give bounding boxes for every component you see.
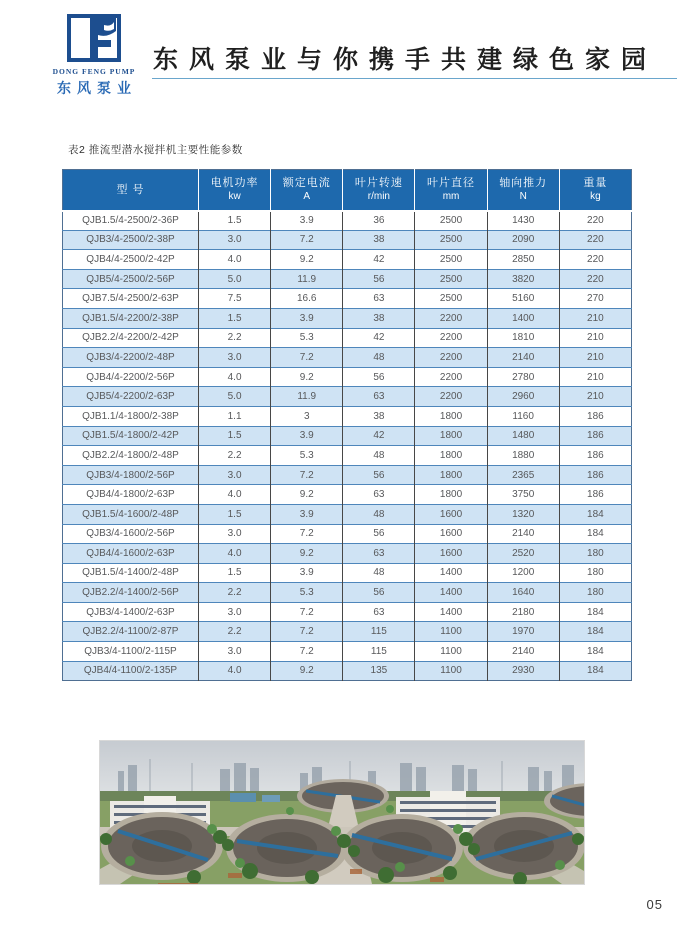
value-cell: 5160 <box>487 289 559 309</box>
col-header-weight: 重量 kg <box>559 170 631 211</box>
value-cell: 3.9 <box>271 426 343 446</box>
model-cell: QJB3/4-2500/2-38P <box>63 230 199 250</box>
value-cell: 1.5 <box>198 426 270 446</box>
table-row <box>63 544 632 564</box>
value-cell: 42 <box>343 328 415 348</box>
value-cell: 3.0 <box>198 642 270 662</box>
table-row <box>63 269 632 289</box>
value-cell: 9.2 <box>271 367 343 387</box>
value-cell: 2200 <box>415 367 487 387</box>
value-cell: 1800 <box>415 446 487 466</box>
value-cell: 3.0 <box>198 230 270 250</box>
value-cell: 115 <box>343 622 415 642</box>
value-cell: 1880 <box>487 446 559 466</box>
table-row <box>63 504 632 524</box>
value-cell: 2180 <box>487 602 559 622</box>
slogan-underline <box>152 78 677 79</box>
value-cell: 5.3 <box>271 328 343 348</box>
value-cell: 3.0 <box>198 348 270 368</box>
value-cell: 2.2 <box>198 622 270 642</box>
value-cell: 63 <box>343 485 415 505</box>
value-cell: 9.2 <box>271 250 343 270</box>
value-cell: 4.0 <box>198 367 270 387</box>
value-cell: 7.5 <box>198 289 270 309</box>
col-header-thrust: 轴向推力 N <box>487 170 559 211</box>
value-cell: 38 <box>343 406 415 426</box>
value-cell: 2780 <box>487 367 559 387</box>
value-cell: 2200 <box>415 308 487 328</box>
value-cell: 180 <box>559 583 631 603</box>
value-cell: 184 <box>559 661 631 681</box>
value-cell: 2200 <box>415 387 487 407</box>
value-cell: 5.0 <box>198 387 270 407</box>
value-cell: 2520 <box>487 544 559 564</box>
value-cell: 48 <box>343 348 415 368</box>
value-cell: 3.0 <box>198 524 270 544</box>
value-cell: 4.0 <box>198 661 270 681</box>
value-cell: 186 <box>559 465 631 485</box>
value-cell: 1200 <box>487 563 559 583</box>
value-cell: 220 <box>559 211 631 231</box>
value-cell: 1600 <box>415 504 487 524</box>
value-cell: 1600 <box>415 544 487 564</box>
value-cell: 2930 <box>487 661 559 681</box>
brand-name-en: DONG FENG PUMP <box>52 67 136 76</box>
value-cell: 210 <box>559 367 631 387</box>
model-cell: QJB5/4-2500/2-56P <box>63 269 199 289</box>
value-cell: 2090 <box>487 230 559 250</box>
table-row <box>63 230 632 250</box>
table-row <box>63 642 632 662</box>
value-cell: 1400 <box>415 563 487 583</box>
table-row <box>63 250 632 270</box>
model-cell: QJB1.5/4-1400/2-48P <box>63 563 199 583</box>
value-cell: 2365 <box>487 465 559 485</box>
value-cell: 5.3 <box>271 583 343 603</box>
value-cell: 2140 <box>487 524 559 544</box>
col-header-model: 型 号 <box>63 170 199 211</box>
dongfeng-logo-icon <box>67 14 121 62</box>
model-cell: QJB2.2/4-1100/2-87P <box>63 622 199 642</box>
model-cell: QJB7.5/4-2500/2-63P <box>63 289 199 309</box>
value-cell: 180 <box>559 563 631 583</box>
value-cell: 63 <box>343 289 415 309</box>
value-cell: 56 <box>343 465 415 485</box>
value-cell: 2500 <box>415 269 487 289</box>
value-cell: 3.0 <box>198 465 270 485</box>
value-cell: 115 <box>343 642 415 662</box>
table-row <box>63 583 632 603</box>
value-cell: 7.2 <box>271 602 343 622</box>
table-row <box>63 622 632 642</box>
value-cell: 186 <box>559 426 631 446</box>
page-slogan: 东风泵业与你携手共建绿色家园 <box>153 45 658 74</box>
value-cell: 1480 <box>487 426 559 446</box>
value-cell: 210 <box>559 308 631 328</box>
model-cell: QJB3/4-2200/2-48P <box>63 348 199 368</box>
value-cell: 1.1 <box>198 406 270 426</box>
value-cell: 1810 <box>487 328 559 348</box>
plant-aerial-photo <box>100 741 584 884</box>
value-cell: 1100 <box>415 661 487 681</box>
value-cell: 2500 <box>415 211 487 231</box>
value-cell: 38 <box>343 308 415 328</box>
value-cell: 184 <box>559 602 631 622</box>
value-cell: 63 <box>343 387 415 407</box>
value-cell: 4.0 <box>198 250 270 270</box>
value-cell: 184 <box>559 524 631 544</box>
table-caption: 表2 推流型潜水搅拌机主要性能参数 <box>68 144 243 156</box>
value-cell: 2500 <box>415 230 487 250</box>
table-row <box>63 661 632 681</box>
table-row <box>63 485 632 505</box>
table-row <box>63 406 632 426</box>
value-cell: 1800 <box>415 426 487 446</box>
value-cell: 56 <box>343 269 415 289</box>
plant-photo-illustration <box>100 741 584 884</box>
model-cell: QJB3/4-1800/2-56P <box>63 465 199 485</box>
model-cell: QJB5/4-2200/2-63P <box>63 387 199 407</box>
model-cell: QJB4/4-1100/2-135P <box>63 661 199 681</box>
value-cell: 2850 <box>487 250 559 270</box>
value-cell: 7.2 <box>271 465 343 485</box>
value-cell: 9.2 <box>271 661 343 681</box>
value-cell: 63 <box>343 544 415 564</box>
value-cell: 270 <box>559 289 631 309</box>
value-cell: 210 <box>559 328 631 348</box>
value-cell: 220 <box>559 250 631 270</box>
value-cell: 3.9 <box>271 563 343 583</box>
value-cell: 36 <box>343 211 415 231</box>
value-cell: 1800 <box>415 465 487 485</box>
value-cell: 2.2 <box>198 328 270 348</box>
brand-name-cn: 东风泵业 <box>57 80 137 96</box>
value-cell: 186 <box>559 406 631 426</box>
value-cell: 135 <box>343 661 415 681</box>
model-cell: QJB2.2/4-2200/2-42P <box>63 328 199 348</box>
value-cell: 1400 <box>415 583 487 603</box>
value-cell: 4.0 <box>198 544 270 564</box>
model-cell: QJB3/4-1600/2-56P <box>63 524 199 544</box>
value-cell: 11.9 <box>271 269 343 289</box>
value-cell: 2140 <box>487 642 559 662</box>
value-cell: 9.2 <box>271 544 343 564</box>
value-cell: 63 <box>343 602 415 622</box>
table-row <box>63 308 632 328</box>
value-cell: 3.9 <box>271 211 343 231</box>
value-cell: 4.0 <box>198 485 270 505</box>
value-cell: 1430 <box>487 211 559 231</box>
value-cell: 1640 <box>487 583 559 603</box>
value-cell: 5.0 <box>198 269 270 289</box>
col-header-diameter: 叶片直径 mm <box>415 170 487 211</box>
table-row <box>63 289 632 309</box>
model-cell: QJB1.5/4-1600/2-48P <box>63 504 199 524</box>
table-row <box>63 563 632 583</box>
value-cell: 3 <box>271 406 343 426</box>
model-cell: QJB4/4-1600/2-63P <box>63 544 199 564</box>
value-cell: 3750 <box>487 485 559 505</box>
model-cell: QJB3/4-1100/2-115P <box>63 642 199 662</box>
value-cell: 2960 <box>487 387 559 407</box>
model-cell: QJB1.1/4-1800/2-38P <box>63 406 199 426</box>
brand-block <box>50 14 138 98</box>
value-cell: 3.0 <box>198 602 270 622</box>
value-cell: 1.5 <box>198 308 270 328</box>
value-cell: 220 <box>559 230 631 250</box>
value-cell: 42 <box>343 426 415 446</box>
value-cell: 2500 <box>415 250 487 270</box>
value-cell: 186 <box>559 485 631 505</box>
value-cell: 186 <box>559 446 631 466</box>
table-row <box>63 426 632 446</box>
value-cell: 184 <box>559 622 631 642</box>
model-cell: QJB4/4-2500/2-42P <box>63 250 199 270</box>
model-cell: QJB2.2/4-1400/2-56P <box>63 583 199 603</box>
table-header-row <box>63 170 632 211</box>
value-cell: 7.2 <box>271 642 343 662</box>
value-cell: 220 <box>559 269 631 289</box>
value-cell: 1800 <box>415 485 487 505</box>
value-cell: 1320 <box>487 504 559 524</box>
model-cell: QJB1.5/4-1800/2-42P <box>63 426 199 446</box>
table-row <box>63 446 632 466</box>
value-cell: 1800 <box>415 406 487 426</box>
value-cell: 2200 <box>415 348 487 368</box>
value-cell: 7.2 <box>271 524 343 544</box>
value-cell: 48 <box>343 504 415 524</box>
value-cell: 48 <box>343 563 415 583</box>
value-cell: 2140 <box>487 348 559 368</box>
model-cell: QJB3/4-1400/2-63P <box>63 602 199 622</box>
model-cell: QJB1.5/4-2500/2-36P <box>63 211 199 231</box>
value-cell: 210 <box>559 348 631 368</box>
value-cell: 7.2 <box>271 230 343 250</box>
value-cell: 56 <box>343 524 415 544</box>
table-row <box>63 328 632 348</box>
value-cell: 1100 <box>415 642 487 662</box>
value-cell: 38 <box>343 230 415 250</box>
value-cell: 3.9 <box>271 504 343 524</box>
value-cell: 1.5 <box>198 211 270 231</box>
value-cell: 3.9 <box>271 308 343 328</box>
model-cell: QJB2.2/4-1800/2-48P <box>63 446 199 466</box>
model-cell: QJB1.5/4-2200/2-38P <box>63 308 199 328</box>
page-number: 05 <box>646 897 663 912</box>
value-cell: 7.2 <box>271 348 343 368</box>
value-cell: 56 <box>343 367 415 387</box>
value-cell: 1160 <box>487 406 559 426</box>
model-cell: QJB4/4-1800/2-63P <box>63 485 199 505</box>
table-row <box>63 367 632 387</box>
value-cell: 1100 <box>415 622 487 642</box>
table-row <box>63 211 632 231</box>
value-cell: 56 <box>343 583 415 603</box>
value-cell: 11.9 <box>271 387 343 407</box>
table-row <box>63 602 632 622</box>
value-cell: 42 <box>343 250 415 270</box>
value-cell: 184 <box>559 642 631 662</box>
value-cell: 48 <box>343 446 415 466</box>
value-cell: 210 <box>559 387 631 407</box>
value-cell: 1.5 <box>198 504 270 524</box>
spec-table <box>62 169 632 681</box>
value-cell: 9.2 <box>271 485 343 505</box>
value-cell: 180 <box>559 544 631 564</box>
value-cell: 1600 <box>415 524 487 544</box>
value-cell: 1970 <box>487 622 559 642</box>
value-cell: 1.5 <box>198 563 270 583</box>
value-cell: 2500 <box>415 289 487 309</box>
table-row <box>63 465 632 485</box>
col-header-power: 电机功率 kw <box>198 170 270 211</box>
value-cell: 7.2 <box>271 622 343 642</box>
model-cell: QJB4/4-2200/2-56P <box>63 367 199 387</box>
table-row <box>63 348 632 368</box>
spec-table-body <box>63 211 632 681</box>
col-header-current: 额定电流 A <box>271 170 343 211</box>
table-row <box>63 387 632 407</box>
col-header-speed: 叶片转速 r/min <box>343 170 415 211</box>
value-cell: 5.3 <box>271 446 343 466</box>
value-cell: 1400 <box>487 308 559 328</box>
value-cell: 184 <box>559 504 631 524</box>
table-row <box>63 524 632 544</box>
value-cell: 2200 <box>415 328 487 348</box>
value-cell: 16.6 <box>271 289 343 309</box>
value-cell: 2.2 <box>198 446 270 466</box>
value-cell: 3820 <box>487 269 559 289</box>
value-cell: 2.2 <box>198 583 270 603</box>
value-cell: 1400 <box>415 602 487 622</box>
